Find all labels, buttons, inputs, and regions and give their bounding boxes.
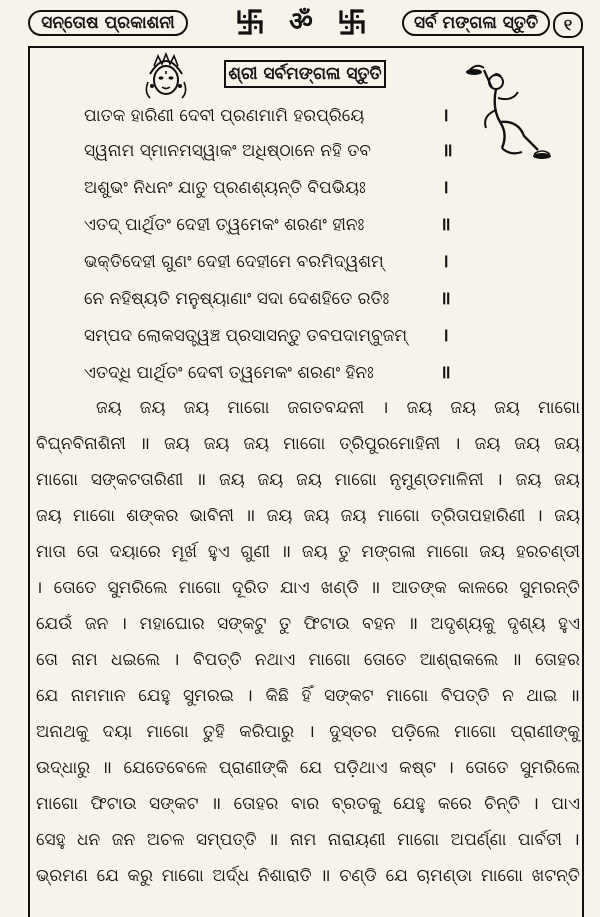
prose-word: ॥	[268, 830, 279, 850]
prose-word: ॥	[196, 470, 207, 490]
prose-word: ଜୟ	[474, 434, 501, 454]
prose-word: ସେହୁ	[36, 830, 66, 850]
prose-line	[36, 864, 580, 889]
prose-word: ॥	[320, 866, 331, 886]
prose-word: ସୁମରନ୍ତି	[519, 578, 580, 598]
prose-word: ମାଗୋ	[283, 434, 326, 454]
prose-word: ମାତା	[36, 542, 67, 562]
prose-word: ତୋହର	[233, 794, 279, 814]
prose-word: ଭାବିନୀ	[189, 506, 234, 526]
prose-word: ଦୂରିତ	[232, 578, 269, 598]
prose-word: ପଡ଼ିଲେ	[391, 722, 440, 742]
prose-word: ।	[120, 614, 128, 634]
prose-word: ମହାଘୋର	[139, 614, 205, 634]
prose-word: ମୂର୍ଖ	[171, 542, 197, 562]
prose-word: ତୋହର	[535, 650, 580, 670]
verse-danda: ॥	[440, 288, 451, 309]
prose-word: ମାଗୋ	[426, 542, 469, 562]
prose-word: ଯେହୁ	[393, 794, 426, 814]
prose-word: ନଥାଏ	[254, 650, 296, 670]
prose-word: ॥	[370, 578, 381, 598]
prose-word: ।	[447, 758, 455, 778]
prose-word: ଜୟ	[303, 506, 330, 526]
prose-word: ସୁମରିଲେ	[107, 578, 168, 598]
prose-line	[36, 648, 580, 673]
verse-danda: ।	[442, 105, 449, 126]
prose-word: ଜୟ	[219, 470, 245, 490]
prose-word: ଅପର୍ଣ୍ଣା	[450, 830, 507, 850]
prose-word: ॥	[139, 434, 150, 454]
prose-word: ଯେତେବେଳେ	[123, 758, 208, 778]
prose-word: ଫିଟାଉ	[303, 614, 350, 634]
prose-line	[36, 504, 580, 529]
prose-word: ଜୟ	[494, 398, 520, 418]
verse-text: ଅଶୁଭଂ ନିଧନଂ ଯାତୁ ପ୍ରଣଶ୍ୟନ୍ତି ବିପଭିୟଃ	[84, 178, 366, 198]
prose-word: ଖଣ୍ଡି	[320, 578, 359, 598]
prose-word: ଅଚଳ	[146, 830, 185, 850]
prose-word: ।	[382, 398, 389, 418]
prose-word: ସୁମରିଲେ	[519, 758, 580, 778]
verse-danda: ॥	[442, 140, 453, 161]
prose-word: ନ	[502, 686, 514, 706]
prose-word: ଜୟ	[257, 470, 284, 490]
prose-word: ପ୍ରାଣୀଙ୍କି	[218, 758, 289, 778]
prose-word: ଜଗତବନ୍ଦନୀ	[287, 398, 365, 418]
prose-word: ମାଗୋ	[36, 794, 79, 814]
prose-word: ମାଗୋ	[161, 866, 204, 886]
prose-word: ଜୟ	[515, 470, 542, 490]
prose-word: ତୋ	[36, 650, 59, 670]
prose-word: ନାମମାନ	[70, 686, 126, 706]
prose-word: ।	[454, 434, 461, 454]
prose-word: ଯେ	[96, 866, 119, 886]
prose-word: ତୁହି	[202, 722, 225, 742]
verse-text: ଏତଦ୍ ପାର୍ଥିତଂ ଦେହୀ ତ୍ୱମେକଂ ଶରଣଂ ହୀନଃ	[84, 215, 365, 235]
prose-word: ଅନାଥକୁ	[36, 722, 89, 742]
prose-word: ଯାଏ	[279, 578, 310, 598]
prose-word: ବିଘ୍ନବିନାଶିନୀ	[36, 434, 126, 454]
verse-line	[84, 361, 464, 385]
goddess-face-icon	[140, 52, 192, 100]
prose-word: ମାଗୋ	[227, 398, 270, 418]
verse-line	[84, 287, 464, 311]
verse-danda: ॥	[440, 362, 451, 383]
prose-word: ଯେ	[299, 758, 323, 778]
prose-word: ଅଦୃଶ୍ୟକୁ	[430, 614, 495, 634]
prose-word: ଜୟ	[96, 398, 122, 418]
prose-word: ॥	[280, 542, 292, 562]
prose-word: ॥	[407, 614, 418, 634]
publisher-label: ସନ୍ତୋଷ ପ୍ରକାଶନୀ	[28, 10, 188, 36]
prose-word: ଜୟ	[183, 398, 210, 418]
prose-word: ଦୟାରେ	[109, 542, 161, 562]
prose-word: ॥	[569, 686, 580, 706]
prose-word: ନାମ	[289, 830, 317, 850]
prose-word: ସମ୍ପତ୍ତି	[196, 830, 257, 850]
verse-line	[84, 104, 464, 128]
prose-word: ମାଗୋ	[397, 830, 440, 850]
prose-word: ହୁଏ	[558, 614, 580, 634]
prose-word: ଖଟନ୍ତି	[531, 866, 580, 886]
prose-word: ଧଇଲେ	[111, 650, 160, 670]
prose-word: ଜୟ	[479, 542, 506, 562]
prose-line	[36, 432, 580, 457]
prose-word: କରୁ	[127, 866, 153, 886]
prose-word: ମଙ୍ଗଳା	[361, 542, 416, 562]
prose-word: ମାଗୋ	[454, 722, 497, 742]
prose-word: ଚିନ୍ତି	[484, 794, 521, 814]
prose-word: ପାର୍ବତୀ	[517, 830, 562, 850]
prose-line	[36, 540, 580, 565]
prose-word: ଆଶ୍ରାକଲେ	[419, 650, 499, 670]
book-title-label: ସର୍ବ ମଙ୍ଗଳା ସ୍ତୁତି	[402, 10, 550, 36]
prose-word: ପାଏ	[551, 794, 580, 814]
prose-word: ଜୟ	[554, 506, 580, 526]
prose-word: ।	[532, 794, 539, 814]
prose-word: ନାମ	[71, 650, 98, 670]
prose-line	[36, 468, 580, 493]
prose-word: ଜୟ	[406, 398, 433, 418]
prose-word: ଉଦ୍ଧାରୁ	[36, 758, 91, 778]
prose-word: ଚାମଣ୍ଡା	[416, 866, 473, 886]
header-symbols	[236, 6, 366, 38]
prose-word: ଜୟ	[554, 470, 580, 490]
prose-word: ସଙ୍କଟୁ	[217, 614, 267, 634]
prose-word: ତୋତେ	[53, 578, 97, 598]
verse-text: ଏତଦ୍ଧି ପାର୍ଥିତଂ ଦେବୀ ତ୍ୱମେକଂ ଶରଣଂ ହିନଃ	[84, 363, 374, 383]
prose-line	[36, 612, 580, 637]
prose-word: ଜୟ	[203, 434, 230, 454]
prose-word: ମାଗୋ	[178, 578, 221, 598]
prose-word: ଜୟ	[266, 506, 293, 526]
prose-word: ତୁ	[338, 542, 351, 562]
prose-word: ହରଚଣ୍ଡୀ	[515, 542, 580, 562]
prose-word: ॥	[245, 506, 256, 526]
prose-word: ଥାଇ	[526, 686, 558, 706]
prose-word: ତୁ	[279, 614, 292, 634]
prose-line	[36, 684, 580, 709]
prose-word: ପ୍ରାଣୀଙ୍କୁ	[510, 722, 580, 742]
page-number: ୧	[553, 12, 583, 38]
verse-line	[84, 250, 464, 274]
prose-word: କାଳରେ	[458, 578, 509, 598]
prose-word: ଯେହୁ	[138, 686, 171, 706]
prose-word: ବିପତ୍ତି	[193, 650, 242, 670]
prose-word: ।	[173, 650, 180, 670]
prose-word: ଦୃଶ୍ୟ	[507, 614, 546, 634]
prose-word: ଜୟ	[340, 506, 367, 526]
prose-word: କଷ୍ଟ	[399, 758, 437, 778]
prose-word: ଦୟା	[102, 722, 133, 742]
prose-word: ଫିଟାଉ	[90, 794, 137, 814]
prose-word: ମାଗୋ	[334, 470, 377, 490]
prose-word: ଅର୍ଦ୍ଧ	[212, 866, 250, 886]
verse-danda: ।	[442, 251, 449, 272]
prose-word: ଯେଉଁ	[36, 614, 73, 634]
prose-word: ।	[573, 830, 580, 850]
prose-word: କରେ	[437, 794, 472, 814]
prose-word: ଯେ	[385, 866, 408, 886]
prose-word: ସଙ୍କଟ	[324, 686, 374, 706]
prose-word: ପଡ଼ିଥାଏ	[333, 758, 388, 778]
prose-word: ବହନ	[362, 614, 396, 634]
prose-word: ନାରାୟଣୀ	[327, 830, 386, 850]
prose-word: ନୃମୁଣ୍ଡମାଳିନୀ	[389, 470, 484, 490]
verse-line	[84, 176, 464, 200]
prose-word: ଜନ	[84, 614, 109, 634]
swastika-icon	[236, 8, 264, 36]
prose-word: ଜନ	[111, 830, 136, 850]
prose-word: ଜୟ	[450, 398, 477, 418]
prose-word: ତୋତେ	[465, 758, 509, 778]
devotee-illustration-icon	[462, 52, 554, 164]
prose-word: ଚଣ୍ଡି	[339, 866, 377, 886]
prose-word: ସୁମରଇ	[183, 686, 234, 706]
prose-word: କରିପାରୁ	[239, 722, 295, 742]
prose-line	[96, 396, 580, 421]
prose-word: ।	[36, 578, 43, 598]
prose-word: ॥	[210, 794, 222, 814]
prose-word: ନିଶାରାତି	[257, 866, 312, 886]
verse-line	[84, 213, 464, 237]
om-symbol: ॐ	[289, 7, 313, 37]
prose-word: ॥	[101, 758, 112, 778]
prose-word: ସଙ୍କଟତାରିଣୀ	[90, 470, 184, 490]
prose-line	[36, 720, 580, 745]
prose-word: ମାଗୋ	[36, 470, 79, 490]
prose-word: ଜୟ	[301, 542, 328, 562]
prose-word: ।	[536, 506, 543, 526]
prose-word: ଆତଙ୍କ	[391, 578, 447, 598]
verse-text: ସମ୍ପଦ ଲୋକସତ୍ତ୍ୱଞ୍ଚ ପ୍ରସାସନ୍ତୁ ତବପଦାମ୍ବୁଜମ୍	[84, 326, 408, 346]
prose-word: ଜୟ	[36, 506, 62, 526]
prose-line	[36, 756, 580, 781]
prose-word: ଦୁସ୍ତର	[329, 722, 377, 742]
prose-word: ମାଗୋ	[386, 686, 429, 706]
prose-word: ।	[496, 470, 503, 490]
prose-word: ତୋତେ	[363, 650, 407, 670]
verse-line	[84, 324, 464, 348]
prose-line	[36, 576, 580, 601]
prose-word: ।	[308, 722, 315, 742]
verse-line	[84, 139, 464, 163]
prose-word: ମାଗୋ	[480, 866, 523, 886]
verse-text: ନେ ନହିଷ୍ୟତି ମନୁଷ୍ୟାଣାଂ ସଦା ଦେଶହିତେ ରତିଃ	[84, 289, 390, 309]
prose-word: ମାଗୋ	[537, 398, 580, 418]
page-header	[0, 0, 600, 44]
prose-word: ବ୍ରତକୁ	[331, 794, 381, 814]
section-title: ଶ୍ରୀ ସର୍ବମଙ୍ଗଳା ସ୍ତୁତି	[224, 60, 386, 88]
swastika-icon	[338, 8, 366, 36]
prose-word: ମାଗୋ	[146, 722, 189, 742]
prose-word: ତ୍ରିତାପହାରିଣୀ	[430, 506, 526, 526]
prose-word: ଜୟ	[296, 470, 322, 490]
prose-word: ଜୟ	[139, 398, 166, 418]
verse-danda: ।	[442, 177, 449, 198]
prose-word: ତୋ	[76, 542, 99, 562]
prose-word: ତ୍ରିପୁରମୋହିନୀ	[339, 434, 441, 454]
prose-word: ଜୟ	[554, 434, 580, 454]
prose-word: ଗୁଣୀ	[240, 542, 271, 562]
prose-word: ।	[246, 686, 253, 706]
prose-word: ॥	[511, 650, 522, 670]
prose-word: ହୁଏ	[207, 542, 230, 562]
verse-text: ପାତକ ହାରିଣୀ ଦେବୀ ପ୍ରଣମାମି ହରପ୍ରିୟେ	[84, 106, 365, 126]
verse-text: ଭକ୍ତିଦେହୀ ଗୁଣଂ ଦେହୀ ଦେହୀମେ ବରମିଦ୍ୱଶମ୍	[84, 252, 384, 272]
prose-word: ଭ୍ରମଣ	[36, 866, 88, 886]
prose-word: ବିପତ୍ତି	[440, 686, 490, 706]
prose-line	[36, 828, 580, 853]
prose-word: ଜୟ	[163, 434, 190, 454]
prose-word: ଶଙ୍କର	[126, 506, 179, 526]
prose-word: ଜୟ	[514, 434, 541, 454]
prose-word: ବାର	[290, 794, 320, 814]
verse-danda: ।	[442, 325, 449, 346]
prose-word: ଯେ	[36, 686, 59, 706]
prose-line	[36, 792, 580, 817]
verse-danda: ॥	[440, 214, 451, 235]
prose-word: ହିଁ	[301, 686, 312, 706]
prose-word: ସଙ୍କଟ	[149, 794, 199, 814]
prose-word: ମାଗୋ	[308, 650, 351, 670]
prose-word: ମାଗୋ	[377, 506, 420, 526]
prose-word: ମାଗୋ	[73, 506, 116, 526]
verse-text: ସ୍ୱନାମ ସ୍ମାନମସ୍ୱାକଂ ଅଧିଷ୍ଠାନେ ନହି ତବ	[84, 141, 372, 161]
prose-word: କିଛି	[265, 686, 289, 706]
prose-word: ଜୟ	[243, 434, 270, 454]
prose-word: ଧନ	[77, 830, 101, 850]
